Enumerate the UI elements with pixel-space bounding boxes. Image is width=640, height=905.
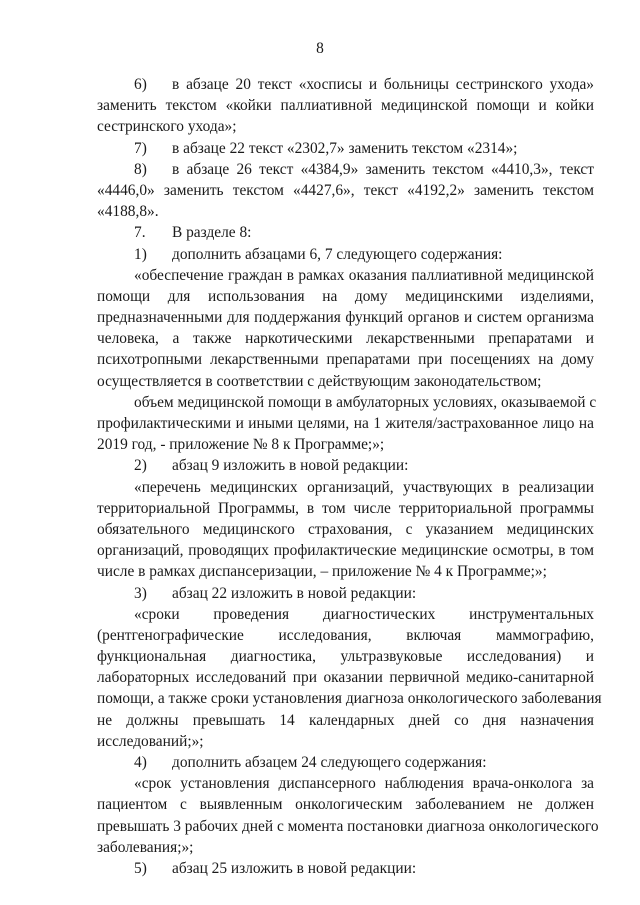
- numbered-paragraph: [97, 138, 594, 159]
- item-number: 5): [134, 859, 147, 877]
- paragraph-line: не должны превышать 14 календарных дней со дня назначения: [97, 711, 594, 729]
- paragraph-first-line: [97, 583, 594, 604]
- item-number: 7): [134, 139, 147, 157]
- paragraph-first-line: [97, 159, 594, 180]
- paragraph-line: лабораторных исследований при оказании первичной медико-санитарной: [97, 669, 594, 687]
- paragraph-line: пациентом с выявленным онкологическим заболеванием не должен: [97, 796, 594, 814]
- numbered-paragraph: [97, 752, 594, 773]
- paragraph-line: (рентгенографические исследования, включая маммографию,: [97, 626, 594, 644]
- paragraph-line: функциональная диагностика, ультразвуковые исследования) и: [97, 648, 594, 666]
- paragraph-first-line: [97, 222, 594, 243]
- paragraph-first-line: [97, 752, 594, 773]
- paragraph-line: психотропными лекарственными препаратами при посещениях на дому: [97, 351, 594, 369]
- paragraph-line: профилактическими и иными целями, на 1 жителя/застрахованное лицо на: [97, 415, 594, 432]
- paragraph-line: 2019 год, - приложение № 8 к Программе;»;: [97, 436, 385, 454]
- paragraph-line: объем медицинской помощи в амбулаторных условиях, оказываемой с: [134, 393, 597, 411]
- quoted-paragraph: [97, 604, 602, 752]
- paragraph-line: числе в рамках диспансеризации, – приложение № 4 к Программе;»;: [97, 563, 547, 581]
- paragraph-line: осуществляется в соответствии с действующим законодательством;: [97, 372, 542, 390]
- item-number: 7.: [134, 224, 146, 242]
- item-number: 2): [134, 457, 147, 475]
- numbered-paragraph: [97, 455, 594, 476]
- paragraph-first-line: [97, 138, 594, 159]
- quoted-paragraph: [97, 265, 594, 392]
- paragraph-line: абзац 25 изложить в новой редакции:: [172, 859, 417, 877]
- paragraph-first-line: [97, 244, 594, 265]
- paragraph-line: абзац 22 изложить в новой редакции:: [172, 584, 417, 602]
- numbered-paragraph: [97, 583, 594, 604]
- item-number: 1): [134, 245, 147, 263]
- paragraph-line: «обеспечение граждан в рамках оказания паллиативной медицинской: [134, 266, 594, 284]
- paragraph-line: заменить текстом «койки паллиативной медицинской помощи и койки: [97, 97, 594, 115]
- paragraph-line: помощи, а также сроки установления диагноза онкологического заболевания: [97, 690, 602, 708]
- paragraph-line: территориальной Программы, в том числе территориальной программы: [97, 499, 594, 517]
- quoted-paragraph: [97, 773, 599, 858]
- paragraph-line: «сроки проведения диагностических инструментальных: [134, 605, 594, 623]
- numbered-paragraph: [97, 244, 594, 265]
- paragraph-line: «4446,0» заменить текстом «4427,6», текст «4192,2» заменить текстом: [97, 181, 594, 199]
- paragraph-line: дополнить абзацем 24 следующего содержания:: [172, 754, 487, 771]
- paragraph-line: «перечень медицинских организаций, участвующих в реализации: [134, 478, 594, 496]
- numbered-paragraph: [97, 222, 594, 243]
- paragraph-first-line: [97, 74, 594, 95]
- paragraph-first-line: [97, 858, 594, 879]
- item-number: 3): [134, 584, 147, 602]
- page-number: 8: [316, 40, 324, 57]
- paragraph-first-line: [97, 455, 594, 476]
- paragraph-line: человека, а также наркотическими лекарственными препаратами и: [97, 330, 594, 348]
- paragraph-line: абзац 9 изложить в новой редакции:: [172, 457, 409, 475]
- paragraph-line: организаций, проводящих профилактические медицинские осмотры, в том: [97, 542, 594, 560]
- paragraph-line: сестринского ухода»;: [97, 118, 237, 136]
- paragraph-line: «4188,8».: [97, 203, 159, 221]
- paragraph-line: в абзаце 26 текст «4384,9» заменить текстом «4410,3», текст: [172, 160, 594, 178]
- quoted-paragraph: [97, 392, 597, 456]
- item-number: 4): [134, 754, 147, 771]
- numbered-paragraph: [97, 858, 594, 879]
- paragraph-line: обязательного медицинского страхования, с указанием медицинских: [97, 520, 594, 538]
- numbered-paragraph: [97, 159, 594, 223]
- item-number: 6): [134, 76, 147, 93]
- numbered-paragraph: [97, 74, 594, 138]
- paragraph-line: исследований;»;: [97, 732, 204, 750]
- paragraph-line: дополнить абзацами 6, 7 следующего содержания:: [172, 245, 503, 263]
- paragraph-line: превышать 3 рабочих дней с момента постановки диагноза онкологического: [97, 817, 599, 835]
- paragraph-line: заболевания;»;: [97, 838, 194, 856]
- item-number: 8): [134, 160, 147, 178]
- paragraph-line: в абзаце 20 текст «хосписы и больницы сестринского ухода»: [172, 76, 594, 93]
- paragraph-line: В разделе 8:: [172, 224, 252, 242]
- paragraph-line: помощи для использования на дому медицинскими изделиями,: [97, 287, 594, 305]
- paragraph-line: предназначенными для поддержания функций органов и систем организма: [97, 309, 594, 327]
- document-body: [97, 74, 602, 879]
- paragraph-line: «срок установления диспансерного наблюдения врача-онколога за: [134, 775, 594, 793]
- paragraph-line: в абзаце 22 текст «2302,7» заменить текстом «2314»;: [172, 139, 518, 157]
- quoted-paragraph: [97, 477, 594, 583]
